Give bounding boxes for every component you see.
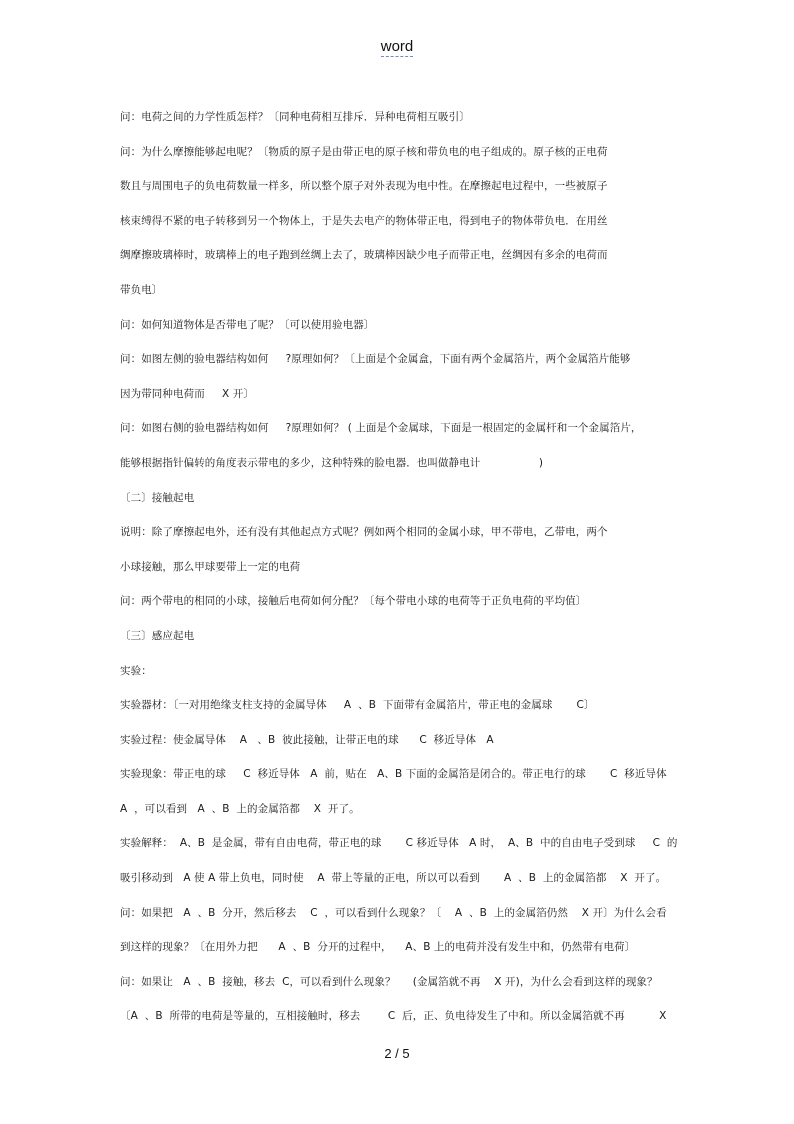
document-body [120, 100, 680, 1034]
section-heading: 〔二〕接触起电 [120, 491, 195, 504]
text-line: 问：如何知道物体是否带电了呢？〔可以使用验电器〕 [120, 318, 375, 331]
text-line: 问：如果把 A 、B 分开，然后移去 C ，可以看到什么现象？〔 A 、B 上的金属箔仍然 X 开〕为什么会看 [120, 906, 667, 919]
text-line: 实验器材：〔一对用绝缘支柱支持的金属导体 A 、B 下面带有金属箔片，带正电的金属球 C〕 [120, 699, 595, 712]
text-line: 说明：除了摩擦起电外，还有没有其他起点方式呢？例如两个相同的金属小球，甲不带电，乙带电，两个 [120, 526, 608, 539]
text-line: 因为带同种电荷而 X 开〕 [120, 387, 254, 400]
text-line: 问：如图左侧的验电器结构如何 ?原理如何？〔上面是个金属盒，下面有两个金属箔片，两个金属箔片能够 [120, 353, 631, 366]
text-line: 核束缚得不紧的电子转移到另一个物体上，于是失去电产的物体带正电，得到电子的物体带负电．在用丝 [120, 214, 608, 227]
text-line: 小球接触，那么甲球要带上一定的电荷 [120, 560, 301, 573]
text-line: 实验过程：使金属导体 A 、B 彼此接触，让带正电的球 C 移近导体 A [120, 733, 494, 746]
text-line: 能够根据指针偏转的角度表示带电的多少，这种特殊的脸电器．也叫做静电计 ) [120, 456, 544, 469]
page-number: 2 / 5 [384, 1046, 410, 1061]
section-heading: 〔三〕感应起电 [120, 629, 195, 642]
text-line: 到这样的现象？〔在用外力把 A 、B 分开的过程中， A、B 上的电荷并没有发生中和，仍然带有电荷〕 [120, 941, 636, 954]
text-line: 问：两个带电的相同的小球，接触后电荷如何分配？〔每个带电小球的电荷等于正负电荷的平均值〕 [120, 595, 587, 608]
text-line: 问：如果让 A 、B 接触，移去 C，可以看到什么现象？ (金属箔就不再 X 开)，为什么会看到这样的现象？ [120, 975, 658, 988]
text-line: A ，可以看到 A 、B 上的金属箔都 X 开了。 [120, 802, 360, 815]
text-line: 实验现象：带正电的球 C 移近导体 A 前，贴在 A、B 下面的金属箔是闭合的。带正电行的球 C 移近导体 [120, 768, 667, 781]
text-line: 问：为什么摩擦能够起电呢？〔物质的原子是由带正电的原子核和带负电的电子组成的。原子核的正电荷 [120, 145, 608, 158]
text-line: 绸摩擦玻璃棒时，玻璃棒上的电子跑到丝绸上去了，玻璃棒因缺少电子而带正电，丝绸因有多余的电荷而 [120, 249, 608, 262]
text-line: 问：如图右侧的验电器结构如何 ?原理如何？ ( 上面是个金属球，下面是一根固定的金属杆和一个金属箔片， [120, 422, 642, 435]
text-line: 数且与周围电子的负电荷数量一样多，所以整个原子对外表现为电中性。在摩擦起电过程中，一些被原子 [120, 180, 608, 193]
text-line: 问：电荷之间的力学性质怎样？〔同种电荷相互排斥．异种电荷相互吸引〕 [120, 111, 470, 123]
document-header [0, 36, 794, 55]
text-line: 实验： [120, 664, 152, 677]
text-line: 〔A 、B 所带的电荷是等量的，互相接触时，移去 C 后，正、负电待发生了中和。所以金属箔就不再 X [120, 1010, 667, 1023]
header-title: word [380, 38, 414, 55]
text-line: 实验解释： A、B 是金属，带有自由电荷，带正电的球 C 移近导体 A 时， A、B 中的自由电子受到球 C 的 [120, 837, 678, 850]
text-line: 带负电〕 [120, 283, 163, 296]
text-line: 吸引移动到 A 使 A 带上负电，同时使 A 带上等量的正电，所以可以看到 A 、B 上的金属箔都 X 开了。 [120, 872, 667, 885]
